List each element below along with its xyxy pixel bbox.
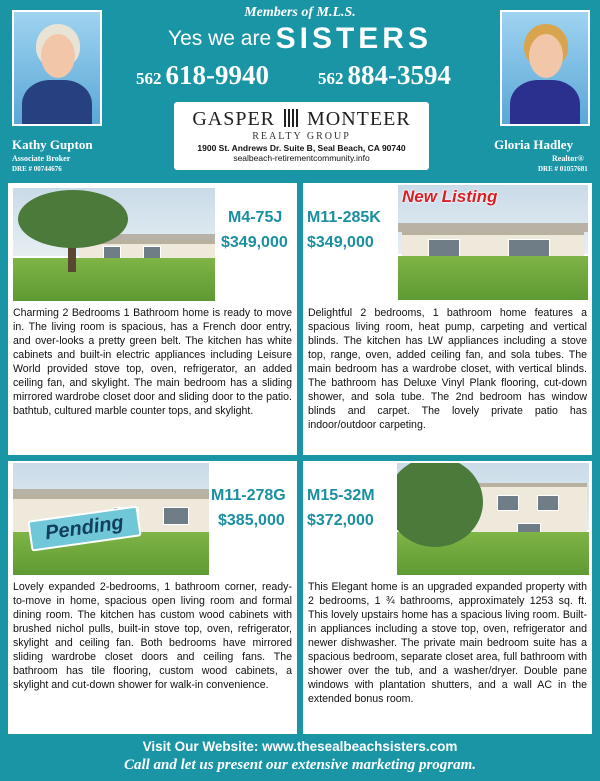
listing-price: $385,000 [218, 512, 285, 529]
gloria-hadley-photo [500, 10, 590, 126]
left-agent-dre: DRE # 00744676 [12, 165, 62, 173]
flyer-header [0, 0, 600, 180]
listing-id: M11-278G [211, 487, 286, 504]
yes-we-are-text: Yes we are [168, 27, 272, 50]
listing-id: M15-32M [307, 487, 375, 504]
left-agent-name: Kathy Gupton [12, 137, 93, 152]
logo-address: 1900 St. Andrews Dr. Suite B, Seal Beach, CA 90740 [197, 143, 406, 153]
logo-name-left: GASPER [192, 108, 276, 130]
realty-logo [174, 102, 429, 170]
listing-description: This Elegant home is an upgraded expanded property with 2 bedrooms, 1 ¾ bathrooms, approximately 1253 sq. ft. This lovely upstairs home has a spacious living room. Built-in appliances including a stove top, oven, refrigerator and newer dishwasher. The private main bedroom suite has a spacious bedroom, separate closet area, full bathroom with shower over the tub, and a washer/dryer. Double pane windows with plantation shutters, and a wall AC in the extended bonus room. [308, 581, 587, 705]
listing-id: M11-285K [307, 209, 381, 226]
right-agent-title: Realtor® [552, 154, 584, 163]
logo-name-right: MONTEER [307, 108, 411, 130]
listing-photo [398, 185, 588, 300]
listing-card [303, 461, 592, 734]
listing-photo [13, 463, 209, 575]
pending-badge: Pending [27, 505, 141, 551]
flyer-footer [0, 737, 600, 774]
listing-card [303, 183, 592, 455]
mls-membership-line: Members of M.L.S. [244, 5, 356, 20]
kathy-gupton-photo [12, 10, 102, 126]
listing-photo [397, 463, 589, 575]
listing-card [8, 183, 297, 455]
right-agent-dre: DRE # 01057681 [538, 165, 588, 173]
building-bars-icon [284, 109, 298, 127]
listing-photo [13, 188, 215, 301]
right-phone-area-code: 562 [318, 69, 344, 88]
headline [130, 22, 470, 56]
right-phone[interactable] [318, 60, 451, 91]
right-agent-name: Gloria Hadley [494, 137, 574, 152]
right-phone-number: 884-3594 [347, 60, 451, 90]
logo-name [174, 108, 429, 131]
listing-price: $349,000 [307, 234, 374, 251]
logo-subtitle: REALTY GROUP [252, 131, 351, 142]
new-listing-badge: New Listing [402, 187, 498, 206]
footer-tagline: Call and let us present our extensive marketing program. [123, 757, 477, 773]
left-phone[interactable] [136, 60, 269, 91]
left-phone-number: 618-9940 [165, 60, 269, 90]
left-agent-title: Associate Broker [12, 154, 71, 163]
listing-card [8, 461, 297, 734]
listing-description: Charming 2 Bedrooms 1 Bathroom home is ready to move in. The living room is spacious, has a French door entry, and over-looks a pretty green belt. The kitchen has white cabinets and built-in electric appliances including Leisure World provided stove top, oven, refrigerator, an added ceiling fan, and skylight. The main bedroom has a sliding mirrored wardrobe closet door and sliding door to the patio. bathtub, cultured marble counter tops, and skylight. [13, 307, 292, 417]
website-link[interactable]: Visit Our Website: www.thesealbeachsisters.com [142, 739, 458, 754]
listing-description: Lovely expanded 2-bedrooms, 1 bathroom corner, ready-to-move in home, spacious open living room and formal dining room. The kitchen has custom wood cabinets with brushed nichol pulls, built-in stove top, oven, refrigerator, skylight and ceiling fan. Both bedrooms have mirrored sliding wardrobe closet doors and ceiling fans. The bathroom has tile flooring, custom wood cabinets, a skylight and cut-down shower for walk-in convenience. [13, 581, 292, 691]
listing-price: $372,000 [307, 512, 374, 529]
logo-url[interactable]: sealbeach-retirementcommunity.info [233, 153, 370, 163]
listing-description: Delightful 2 bedrooms, 1 bathroom home features a spacious living room, heat pump, carpeting and vertical blinds. The kitchen has LW appliances including a stove top, range, oven, added ceiling fan, and sola tubes. The main bedroom has a wardrobe closet, with vertical blinds. The bathroom has Deluxe Vinyl Plank flooring, cut-down shower, and sola tube. The 2nd bedroom has window blinds and carpet. The lovely private patio has indoor/outdoor carpeting. [308, 307, 587, 431]
sisters-text: SISTERS [275, 22, 432, 55]
listing-price: $349,000 [221, 234, 288, 251]
listing-id: M4-75J [228, 209, 283, 226]
left-phone-area-code: 562 [136, 69, 162, 88]
